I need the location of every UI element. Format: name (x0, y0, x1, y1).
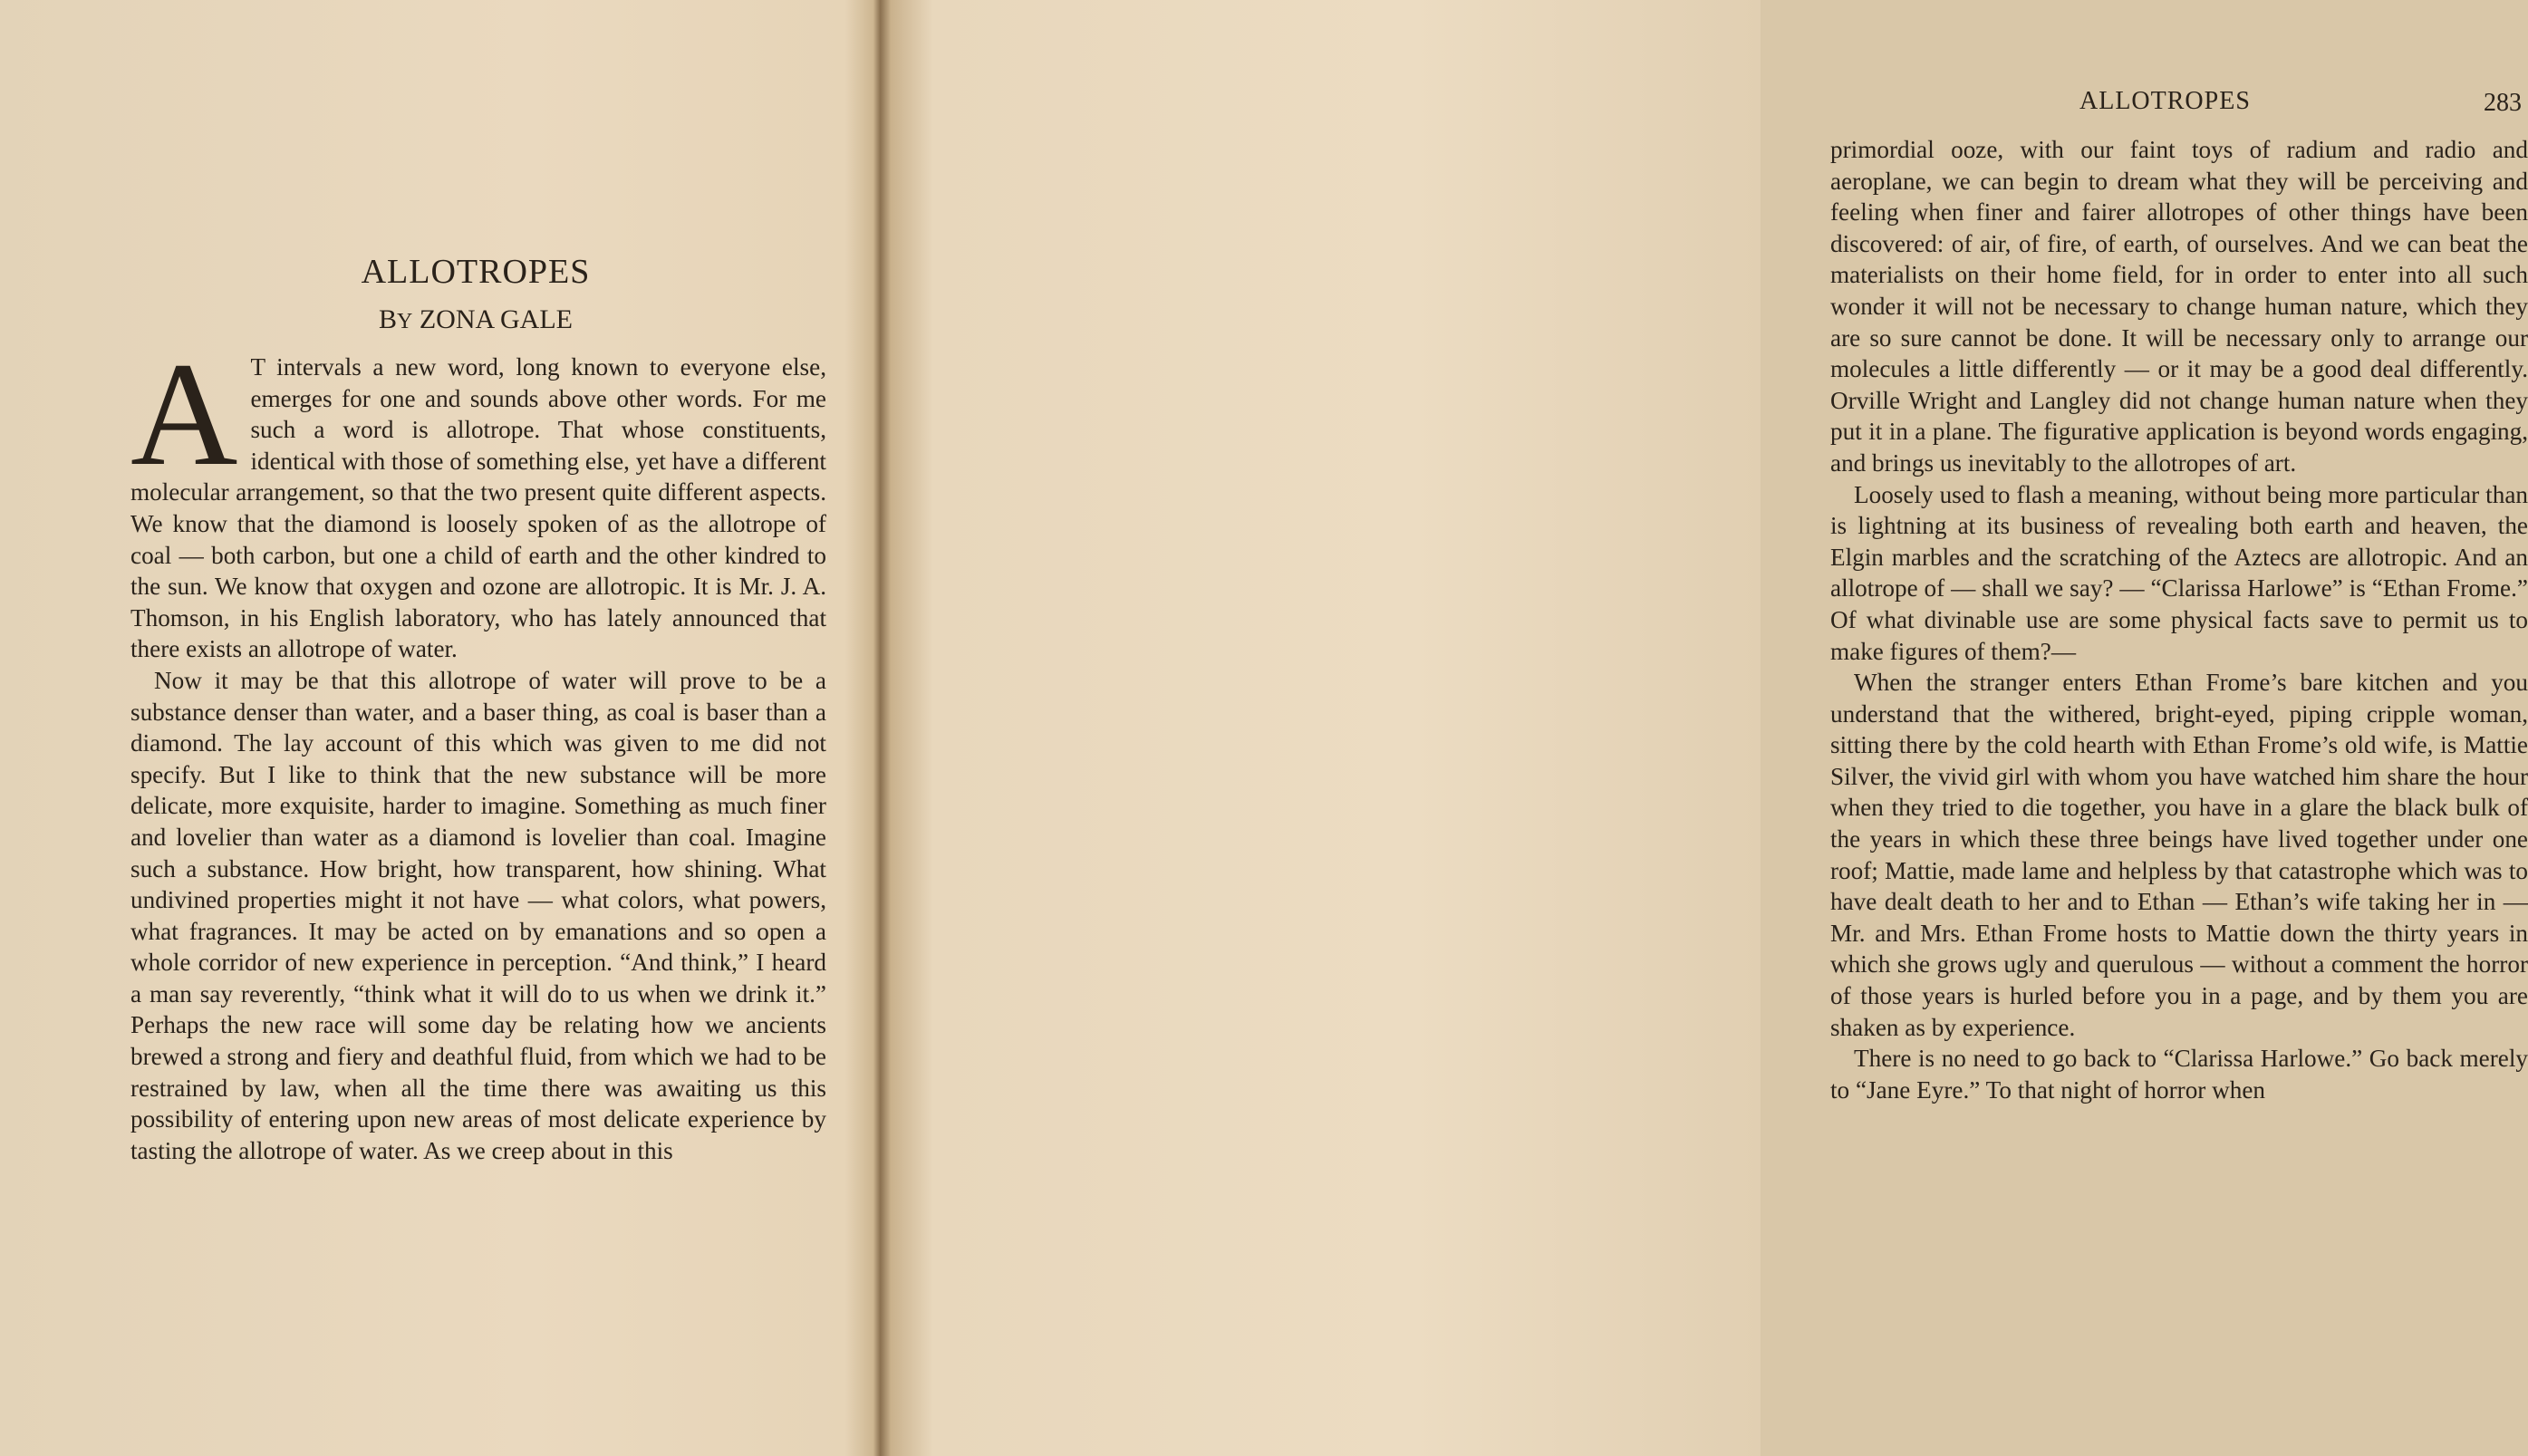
paragraph: primordial ooze, with our faint toys of radium and radio and aeroplane, we can begin to dream what they will be perceiving and feeling when finer and fairer allotropes of other things have been discovered: of air, of fire, of earth, of ourselves. And we can beat the materialists on their home field, for in order to enter into all such wonder it will not be necessary to change human nature, which they are so sure cannot be done. It will be necessary only to arrange our molecules a little differently — or it may be a good deal differently. Orville Wright and Langley did not change human nature when they put it in a plane. The figurative application is beyond words engaging, and brings us inevitably to the allotropes of art. (1830, 136, 2528, 477)
page-number: 283 (2484, 89, 2522, 117)
right-text-column (1830, 134, 2528, 1105)
byline-prefix-initial: B (378, 304, 397, 334)
article-title: ALLOTROPES (361, 253, 591, 291)
byline (127, 304, 825, 335)
paragraph: Now it may be that this allotrope of water will prove to be a substance denser than water, and a baser thing, as coal is baser than a diamond. The lay account of this which was given to me did not specify. But I like to think that the new substance will be more delicate, more exquisite, harder to imagine. Something as much finer and lovelier than water as a diamond is lovelier than coal. Imagine such a substance. How bright, how transparent, how shining. What undivined properties might it not have — what colors, what powers, what fragrances. It may be acted on by emanations and so open a whole corridor of new experience in perception. “And think,” I heard a man say reverently, “think what it will do to us when we drink it.” Perhaps the new race will some day be relating how we ancients brewed a strong and fiery and deathful fluid, from which we had to be restrained by law, when all the time there was awaiting us this possibility of entering upon new areas of most delicate experience by tasting the allotrope of water. As we creep about in this (130, 666, 826, 1164)
paragraph-text: T intervals a new word, long known to everyone else, emerges for one and sounds above other words. For me such a word is allotrope. That whose constituents, identical with those of something else, yet have a different molecular arrangement, so that the two present quite different aspects. We know that the diamond is loosely spoken of as the allotrope of coal — both carbon, but one a child of earth and the other kindred to the sun. We know that oxygen and ozone are allotropic. It is Mr. J. A. Thomson, in his English laboratory, who has lately announced that there exists an allotrope of water. (130, 353, 826, 663)
drop-cap: A (130, 333, 238, 497)
left-page (0, 0, 879, 1456)
byline-author: ZONA GALE (419, 304, 573, 334)
paragraph: There is no need to go back to “Clarissa Harlowe.” Go back merely to “Jane Eyre.” To that night of horror when (1830, 1045, 2528, 1104)
running-head: ALLOTROPES (2079, 87, 2251, 115)
right-page (883, 0, 2528, 1456)
byline-prefix-rest: Y (397, 310, 413, 333)
left-text-column (130, 333, 826, 1166)
paragraph: When the stranger enters Ethan Frome’s bare kitchen and you understand that the withered, bright-eyed, piping cripple woman, sitting there by the cold hearth with Ethan Frome’s old wife, is Mattie Silver, the vivid girl with whom you have watched him share the hour when they tried to die together, you have in a glare the black bulk of the years in which these three beings have lived together under one roof; Mattie, made lame and helpless by that catastrophe which was to have dealt death to her and to Ethan — Ethan’s wife taking her in — Mr. and Mrs. Ethan Frome hosts to Mattie down the thirty years in which she grows ugly and querulous — without a comment the horror of those years is hurled before you in a page, and by them you are shaken as by experience. (1830, 669, 2528, 1041)
paragraph (130, 333, 826, 665)
paragraph: Loosely used to flash a meaning, without being more particular than is lightning at its business of revealing both earth and heaven, the Elgin marbles and the scratching of the Aztecs are allotropic. And an allotrope of — shall we say? — “Clarissa Harlowe” is “Ethan Frome.” Of what divinable use are some physical facts save to permit us to make figures of them?— (1830, 480, 2528, 665)
